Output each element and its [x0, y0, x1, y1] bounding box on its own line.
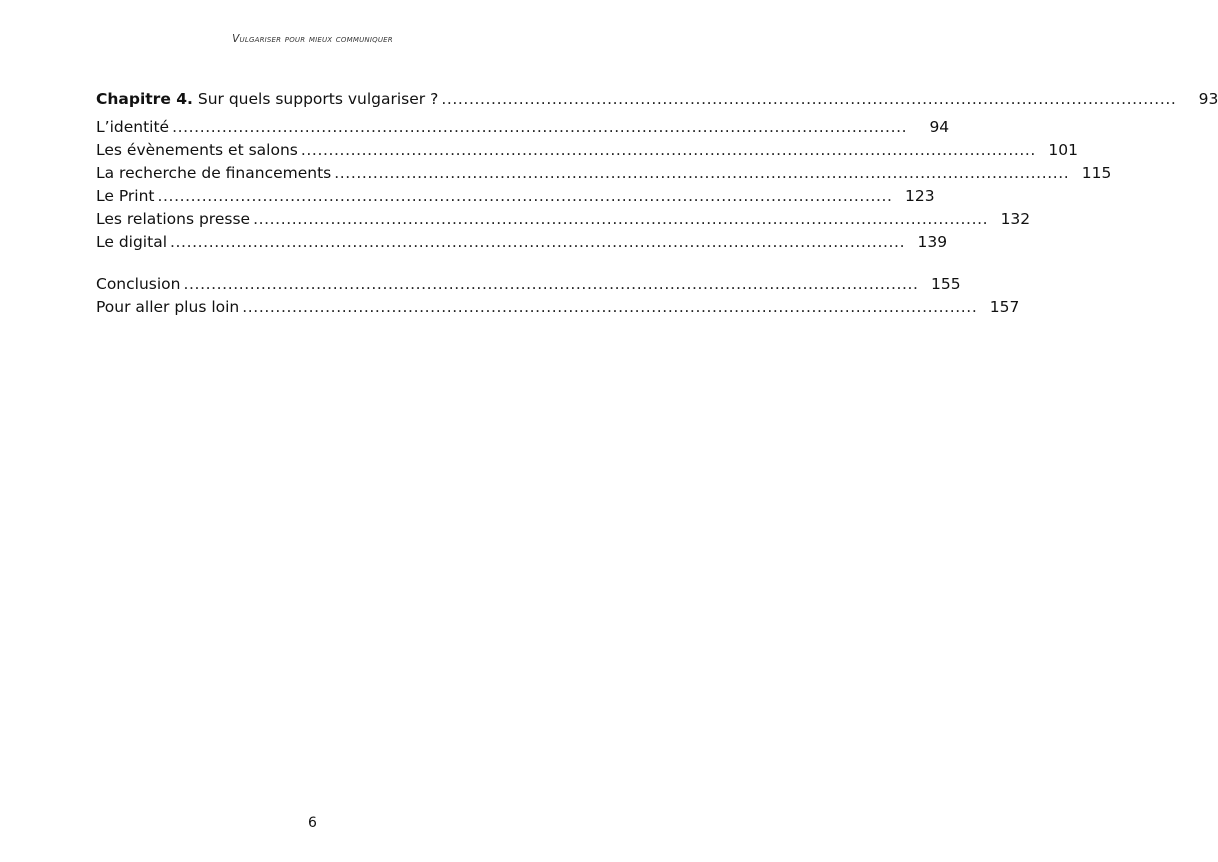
toc-entry-title: Conclusion [96, 275, 181, 293]
dot-leader: ..................................................................................................................................... [183, 275, 919, 293]
toc-entry-title: La recherche de financements [96, 164, 332, 182]
dot-leader: ..................................................................................................................................... [172, 118, 908, 136]
table-of-contents [96, 86, 1218, 319]
toc-page-number: 94 [929, 118, 950, 136]
toc-entry-title: Pour aller plus loin [96, 298, 240, 316]
toc-chapter-title [96, 86, 438, 112]
dot-leader: ..................................................................................................................................... [157, 187, 893, 205]
page-number: 6 [308, 815, 317, 831]
running-header: Vulgariser pour mieux communiquer [232, 33, 393, 45]
toc-entry [96, 208, 1031, 231]
toc-entry-title: L’identité [96, 118, 170, 136]
toc-entry-title: Le digital [96, 233, 167, 251]
toc-entry [96, 231, 948, 254]
toc-entry-title: Le Print [96, 187, 155, 205]
toc-entry [96, 296, 1020, 319]
toc-entry [96, 162, 1112, 185]
toc-entry [96, 273, 961, 296]
dot-leader: ..................................................................................................................................... [334, 164, 1070, 182]
chapter-title-text: Sur quels supports vulgariser ? [197, 90, 439, 108]
toc-entry [96, 185, 935, 208]
dot-leader: ..................................................................................................................................... [253, 210, 989, 228]
toc-page-number: 155 [930, 275, 961, 293]
toc-page-number: 115 [1081, 164, 1112, 182]
toc-page-number: 139 [917, 233, 948, 251]
toc-page-number: 123 [904, 187, 935, 205]
dot-leader: ..................................................................................................................................... [441, 90, 1177, 108]
toc-page-number: 157 [989, 298, 1020, 316]
section-spacer [96, 254, 532, 273]
toc-entry-title: Les évènements et salons [96, 141, 298, 159]
toc-chapter-entry [96, 86, 1218, 112]
toc-entry-title: Les relations presse [96, 210, 251, 228]
dot-leader: ..................................................................................................................................... [300, 141, 1036, 159]
toc-page-number: 101 [1048, 141, 1078, 159]
toc-page-number: 93 [1198, 90, 1218, 108]
toc-page-number: 132 [1000, 210, 1031, 228]
toc-entry [96, 116, 950, 139]
dot-leader: ..................................................................................................................................... [242, 298, 978, 316]
dot-leader: ..................................................................................................................................... [170, 233, 906, 251]
chapter-label: Chapitre 4. [96, 90, 193, 108]
toc-entry [96, 139, 1078, 162]
